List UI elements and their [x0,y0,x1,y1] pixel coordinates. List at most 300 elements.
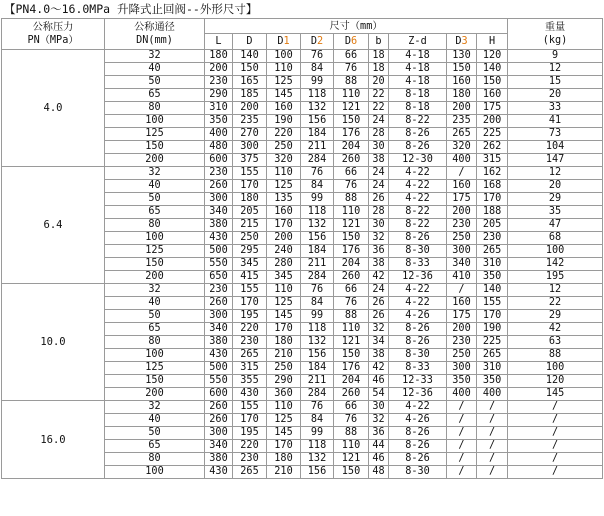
table-cell: 320 [267,154,301,167]
table-cell: 50 [105,427,205,440]
table-cell: 155 [477,297,508,310]
table-cell: 30 [369,141,389,154]
table-cell: 20 [508,89,603,102]
table-cell: 260 [205,180,233,193]
table-cell: 18 [369,50,389,63]
table-cell: 150 [447,63,477,76]
page-title: 【PN4.0～16.0MPa 升降式止回阀--外形尺寸】 [4,2,258,16]
table-cell: 145 [267,310,301,323]
table-cell: 180 [267,336,301,349]
table-cell: 230 [447,336,477,349]
table-cell: 88 [334,310,369,323]
table-cell: 190 [267,115,301,128]
table-cell: 200 [447,206,477,219]
table-cell: 4-18 [389,50,447,63]
table-cell: 66 [334,284,369,297]
col-header-base: D [344,36,351,47]
table-cell: / [447,401,477,414]
col-header [477,34,508,50]
table-cell: 46 [369,375,389,388]
pn-group-cell: 16.0 [2,401,105,479]
table-cell: 210 [267,466,301,479]
table-cell: 176 [334,362,369,375]
table-cell: 20 [369,76,389,89]
table-cell: 185 [233,89,267,102]
table-cell: 30 [369,219,389,232]
table-cell: 210 [267,349,301,362]
table-cell: 200 [267,232,301,245]
table-cell: 230 [447,219,477,232]
table-cell: 8-26 [389,232,447,245]
table-cell: 110 [267,63,301,76]
table-cell: 99 [301,193,334,206]
table-cell: 320 [447,141,477,154]
table-cell: 156 [301,349,334,362]
table-cell: 240 [267,245,301,258]
table-cell: 36 [369,245,389,258]
table-cell: 265 [477,245,508,258]
table-cell: 28 [369,206,389,219]
table-cell: 32 [105,401,205,414]
table-cell: / [447,414,477,427]
table-cell: 156 [301,232,334,245]
table-cell: 262 [477,141,508,154]
table-cell: 4-22 [389,284,447,297]
table-cell: 145 [508,388,603,401]
table-cell: 200 [447,102,477,115]
table-cell: 76 [301,167,334,180]
table-cell: 400 [477,388,508,401]
table-cell: 204 [334,141,369,154]
table-cell: 195 [508,271,603,284]
table-cell: 30 [369,401,389,414]
table-cell: 40 [105,63,205,76]
table-cell: 260 [205,401,233,414]
table-cell: 300 [233,141,267,154]
table-row [2,401,603,414]
table-cell: 50 [105,193,205,206]
table-cell: 600 [205,154,233,167]
table-cell: / [508,440,603,453]
table-cell: 8-22 [389,219,447,232]
table-cell: 375 [233,154,267,167]
table-cell: 20 [508,180,603,193]
table-cell: 135 [267,193,301,206]
table-cell: 162 [477,167,508,180]
table-cell: 400 [447,154,477,167]
table-cell: 65 [105,323,205,336]
table-cell: 300 [447,362,477,375]
table-cell: 220 [267,128,301,141]
table-cell: 100 [105,466,205,479]
table-cell: 4-22 [389,297,447,310]
table-cell: 110 [334,440,369,453]
table-cell: 175 [447,310,477,323]
table-cell: 22 [508,297,603,310]
table-cell: 8-30 [389,245,447,258]
table-cell: 12 [508,284,603,297]
table-cell: 350 [447,375,477,388]
table-cell: 160 [477,89,508,102]
dn-header-line2: DN(mm) [136,35,173,46]
table-cell: 99 [301,427,334,440]
col-header-subscript: 1 [283,36,290,47]
table-cell: 44 [369,440,389,453]
table-cell: / [447,466,477,479]
table-cell: 140 [477,284,508,297]
table-cell: 410 [447,271,477,284]
table-cell: 66 [334,50,369,63]
table-cell: 8-18 [389,102,447,115]
table-cell: 195 [233,427,267,440]
table-cell: 205 [477,219,508,232]
table-cell: 76 [301,284,334,297]
table-cell: 63 [508,336,603,349]
table-cell: 100 [105,115,205,128]
table-cell: 50 [105,76,205,89]
dimension-table [1,18,603,479]
table-cell: 42 [369,362,389,375]
table-cell: 211 [301,141,334,154]
table-cell: 200 [233,102,267,115]
table-cell: 160 [267,102,301,115]
table-cell: 147 [508,154,603,167]
table-cell: 28 [369,128,389,141]
table-cell: 8-26 [389,323,447,336]
table-cell: 38 [369,349,389,362]
table-cell: 66 [334,167,369,180]
weight-header [508,19,603,50]
pn-group-cell: 10.0 [2,284,105,401]
table-cell: 66 [334,401,369,414]
table-cell: 300 [205,310,233,323]
table-cell: / [477,440,508,453]
table-cell: 120 [508,375,603,388]
table-cell: 211 [301,375,334,388]
header-row-1 [2,19,603,34]
pn-group-cell: 6.4 [2,167,105,284]
dims-header: 尺寸（mm） [205,19,508,34]
table-cell: 8-26 [389,141,447,154]
table-cell: 68 [508,232,603,245]
table-cell: 145 [267,89,301,102]
table-cell: 170 [477,193,508,206]
table-cell: / [477,414,508,427]
table-cell: 9 [508,50,603,63]
table-cell: 150 [105,141,205,154]
table-cell: 73 [508,128,603,141]
table-cell: 76 [301,401,334,414]
table-cell: 150 [334,466,369,479]
table-cell: 184 [301,362,334,375]
table-cell: 76 [301,50,334,63]
table-cell: 156 [301,466,334,479]
table-cell: 260 [334,388,369,401]
table-row [2,50,603,63]
table-cell: 260 [205,297,233,310]
table-cell: 350 [477,375,508,388]
table-cell: 430 [233,388,267,401]
table-cell: 36 [369,427,389,440]
pn-group-cell: 4.0 [2,50,105,167]
table-cell: 235 [233,115,267,128]
table-cell: 155 [233,401,267,414]
table-cell: 88 [334,76,369,89]
table-cell: 200 [447,323,477,336]
table-cell: 24 [369,180,389,193]
table-cell: 118 [301,206,334,219]
col-header [334,34,369,50]
weight-header-line1: 重量 [544,22,566,33]
table-cell: 225 [477,128,508,141]
table-cell: 8-18 [389,89,447,102]
table-cell: 8-22 [389,115,447,128]
table-cell: 48 [369,466,389,479]
table-cell: 121 [334,336,369,349]
table-cell: 180 [267,453,301,466]
table-cell: 340 [447,258,477,271]
table-cell: 32 [105,284,205,297]
table-cell: 170 [233,297,267,310]
table-cell: 4-18 [389,76,447,89]
table-cell: 200 [105,388,205,401]
table-cell: 156 [301,115,334,128]
table-cell: 345 [233,258,267,271]
table-cell: 260 [334,154,369,167]
table-cell: 8-33 [389,362,447,375]
table-cell: 250 [233,232,267,245]
table-cell: 145 [267,427,301,440]
table-row [2,284,603,297]
table-cell: 88 [508,349,603,362]
table-cell: 142 [508,258,603,271]
table-cell: 155 [233,167,267,180]
table-cell: 415 [233,271,267,284]
col-header-base: D [455,36,462,47]
table-cell: 180 [205,50,233,63]
table-cell: 4-26 [389,414,447,427]
table-cell: 121 [334,453,369,466]
table-cell: 34 [369,336,389,349]
table-cell: 204 [334,375,369,388]
table-cell: 121 [334,102,369,115]
table-cell: 29 [508,310,603,323]
dn-header-line1: 公称通径 [134,22,175,33]
table-cell: 150 [105,375,205,388]
table-cell: 40 [105,297,205,310]
table-cell: 32 [369,323,389,336]
table-cell: 380 [205,453,233,466]
table-cell: 160 [267,206,301,219]
table-cell: 125 [105,362,205,375]
table-cell: 125 [267,76,301,89]
table-cell: 88 [334,427,369,440]
col-header-base: D [310,36,317,47]
table-cell: 220 [233,323,267,336]
table-cell: 26 [369,297,389,310]
table-cell: 38 [369,258,389,271]
table-cell: 118 [301,440,334,453]
table-cell: / [477,401,508,414]
table-cell: 121 [334,219,369,232]
col-header [369,34,389,50]
table-cell: 350 [205,115,233,128]
table-cell: 132 [301,336,334,349]
table-cell: 26 [369,310,389,323]
table-cell: 12 [508,63,603,76]
col-header-base: b [375,36,382,47]
table-cell: 8-26 [389,453,447,466]
table-cell: 4-22 [389,401,447,414]
weight-header-line2: (kg) [542,35,568,46]
table-cell: 265 [233,349,267,362]
table-cell: / [477,466,508,479]
table-cell: 12-36 [389,271,447,284]
table-cell: 50 [105,310,205,323]
table-cell: 150 [105,258,205,271]
col-header [447,34,477,50]
table-cell: 132 [301,219,334,232]
table-cell: 170 [267,440,301,453]
table-cell: 80 [105,336,205,349]
table-cell: 8-22 [389,206,447,219]
table-cell: 400 [447,388,477,401]
table-cell: 132 [301,102,334,115]
table-cell: / [447,167,477,180]
table-cell: / [447,284,477,297]
table-cell: 250 [267,141,301,154]
table-cell: 160 [447,76,477,89]
table-cell: 150 [233,63,267,76]
table-cell: 340 [205,440,233,453]
pn-header [2,19,105,50]
table-cell: 41 [508,115,603,128]
table-cell: 110 [267,401,301,414]
col-header [389,34,447,50]
table-cell: 184 [301,245,334,258]
table-cell: 12 [508,167,603,180]
table-cell: / [508,466,603,479]
pn-header-line2: PN（MPa） [27,35,79,46]
table-cell: 300 [205,193,233,206]
table-cell: 260 [334,271,369,284]
table-cell: 200 [105,154,205,167]
col-header [205,34,233,50]
table-cell: 184 [301,128,334,141]
table-cell: 110 [334,323,369,336]
col-header [267,34,301,50]
table-cell: 110 [334,206,369,219]
table-cell: 170 [233,180,267,193]
table-cell: 205 [233,206,267,219]
table-cell: 280 [267,258,301,271]
table-body [2,50,603,479]
table-cell: 200 [205,63,233,76]
table-cell: 300 [447,245,477,258]
table-cell: 32 [105,50,205,63]
table-cell: / [447,440,477,453]
table-cell: 8-26 [389,128,447,141]
table-cell: 165 [233,76,267,89]
table-cell: 235 [447,115,477,128]
table-cell: 175 [447,193,477,206]
table-cell: 230 [205,76,233,89]
table-cell: 65 [105,89,205,102]
table-cell: 170 [267,323,301,336]
table-cell: 4-22 [389,180,447,193]
table-cell: 345 [267,271,301,284]
table-cell: 340 [205,206,233,219]
table-cell: 100 [267,50,301,63]
table-cell: 8-26 [389,336,447,349]
table-cell: 195 [233,310,267,323]
table-cell: 18 [369,63,389,76]
col-header [301,34,334,50]
table-cell: 100 [508,362,603,375]
table-cell: 265 [447,128,477,141]
col-header [233,34,267,50]
table-cell: 430 [205,466,233,479]
table-cell: 176 [334,128,369,141]
table-cell: 47 [508,219,603,232]
table-cell: 8-33 [389,258,447,271]
col-header-base: D [246,36,253,47]
table-cell: 160 [447,180,477,193]
table-cell: 76 [334,180,369,193]
table-cell: 12-36 [389,388,447,401]
table-cell: 230 [205,284,233,297]
table-cell: 46 [369,453,389,466]
table-cell: 284 [301,388,334,401]
table-cell: 32 [369,232,389,245]
table-cell: 84 [301,297,334,310]
table-cell: 15 [508,76,603,89]
col-header-base: H [488,36,496,47]
table-cell: 211 [301,258,334,271]
table-cell: 4-22 [389,193,447,206]
table-cell: 24 [369,115,389,128]
table-cell: 204 [334,258,369,271]
table-cell: 175 [477,102,508,115]
table-cell: 215 [233,219,267,232]
table-cell: 33 [508,102,603,115]
table-cell: 24 [369,284,389,297]
table-cell: 22 [369,102,389,115]
table-cell: 380 [205,219,233,232]
table-cell: 32 [105,167,205,180]
table-cell: 76 [334,414,369,427]
table-cell: 310 [477,362,508,375]
table-cell: 118 [301,89,334,102]
table-cell: 65 [105,206,205,219]
table-cell: 99 [301,310,334,323]
table-cell: 40 [105,180,205,193]
table-cell: 150 [334,349,369,362]
table-cell: 200 [477,115,508,128]
table-cell: 170 [477,310,508,323]
table-cell: 315 [233,362,267,375]
table-cell: 110 [334,89,369,102]
table-cell: / [508,401,603,414]
table-cell: 38 [369,154,389,167]
table-cell: 200 [105,271,205,284]
table-cell: 8-26 [389,440,447,453]
table-cell: / [447,427,477,440]
table-cell: 140 [233,50,267,63]
table-cell: 250 [447,232,477,245]
table-cell: 80 [105,219,205,232]
table-cell: 125 [267,180,301,193]
